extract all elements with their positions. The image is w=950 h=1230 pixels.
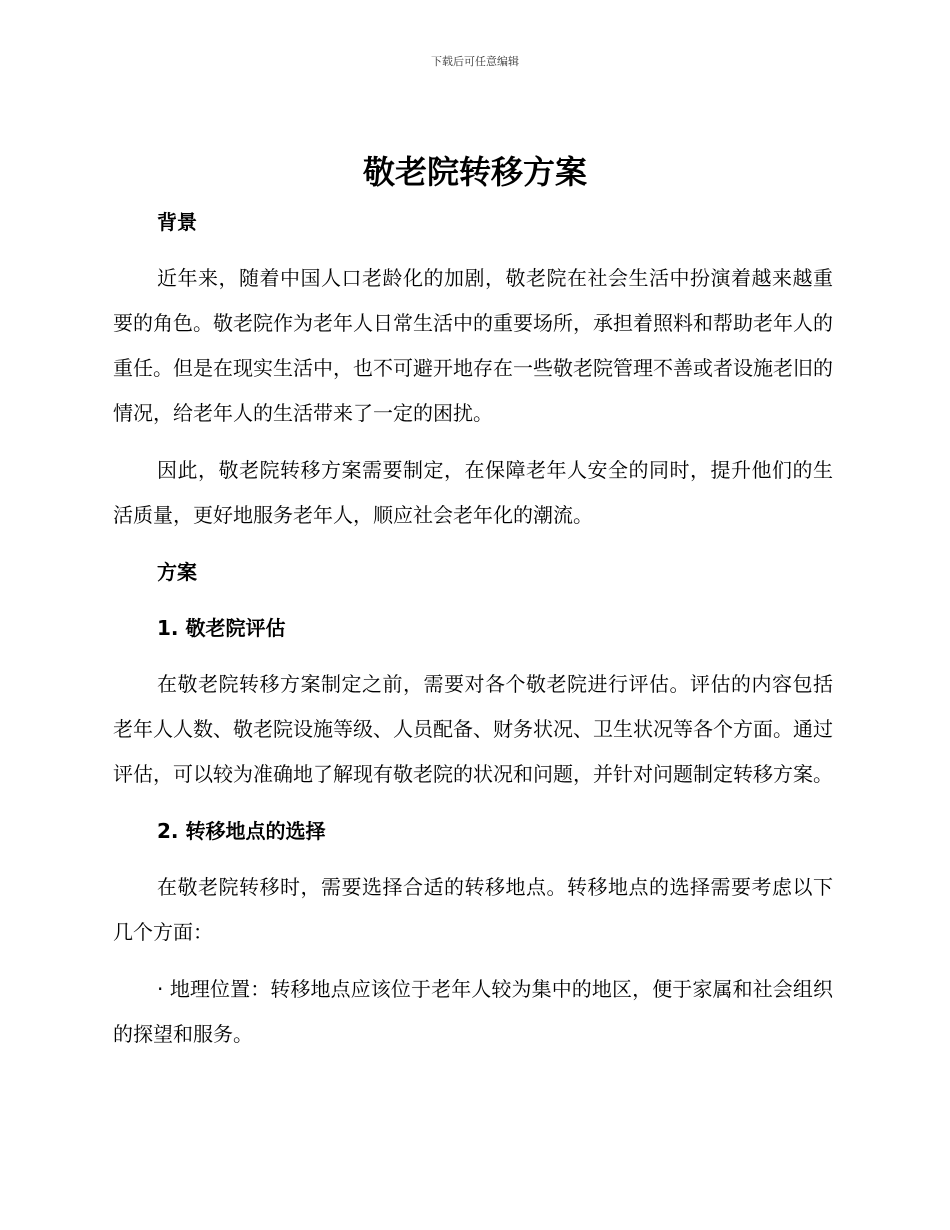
section-heading-background: 背景 <box>157 210 197 234</box>
document-title: 敬老院转移方案 <box>362 153 587 191</box>
paragraph-background-1: 近年来，随着中国人口老龄化的加剧，敬老院在社会生活中扮演着越来越重要的角色。敬老院作为老年人日常生活中的重要场所，承担着照料和帮助老年人的重任。但是在现实生活中，也不可避开地存在一些敬老院管理不善或者设施老旧的情况，给老年人的生活带来了一定的困扰。 <box>113 266 833 425</box>
paragraph-background-2: 因此，敬老院转移方案需要制定，在保障老年人安全的同时，提升他们的生活质量，更好地服务老年人，顺应社会老年化的潮流。 <box>113 458 833 527</box>
subsection-heading-assessment: 1. 敬老院评估 <box>157 616 286 640</box>
document-body <box>113 200 833 1069</box>
paragraph-location: 在敬老院转移时，需要选择合适的转移地点。转移地点的选择需要考虑以下几个方面： <box>113 875 833 944</box>
page-header: 下载后可任意编辑 <box>431 55 519 68</box>
bullet-geographic-location: · 地理位置：转移地点应该位于老年人较为集中的地区，便于家属和社会组织的探望和服务。 <box>113 977 833 1046</box>
subsection-heading-location: 2. 转移地点的选择 <box>157 819 326 843</box>
paragraph-assessment: 在敬老院转移方案制定之前，需要对各个敬老院进行评估。评估的内容包括老年人人数、敬老院设施等级、人员配备、财务状况、卫生状况等各个方面。通过评估，可以较为准确地了解现有敬老院的状况和问题，并针对问题制定转移方案。 <box>113 672 833 786</box>
section-heading-plan: 方案 <box>157 560 197 584</box>
